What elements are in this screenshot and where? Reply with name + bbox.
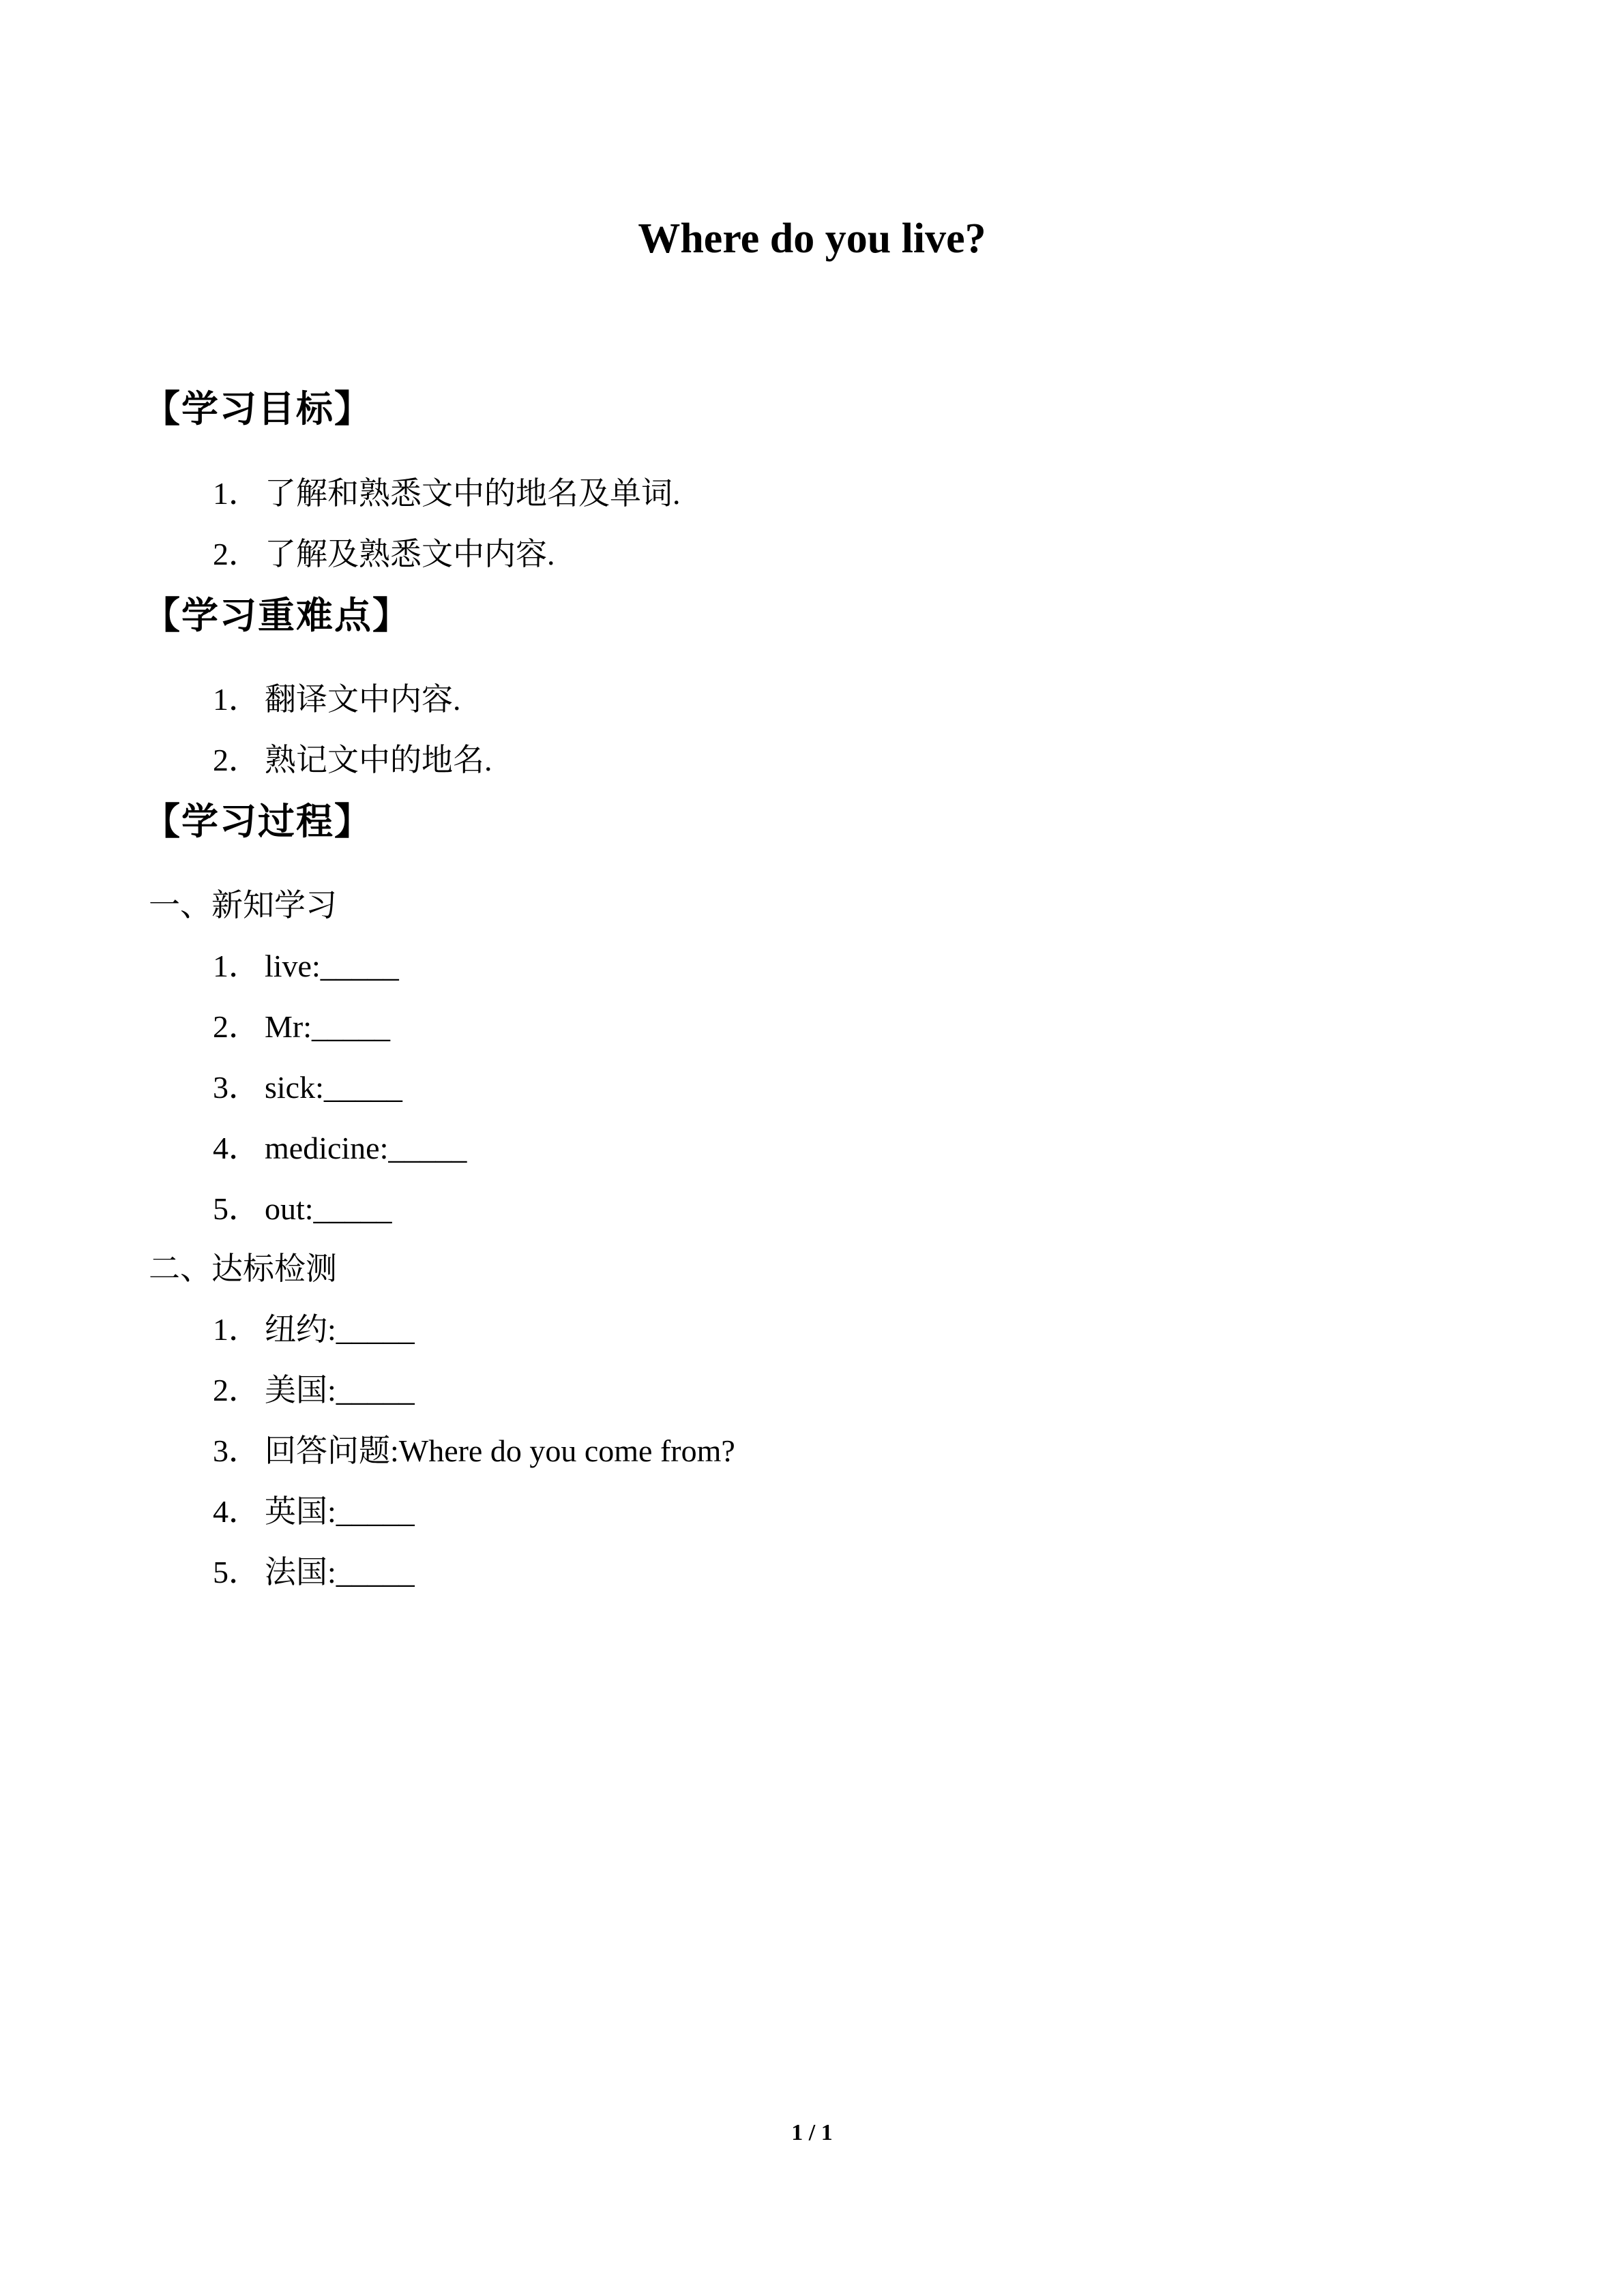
item-number: 1． bbox=[213, 1312, 260, 1347]
item-number: 3． bbox=[213, 1433, 260, 1468]
assessment-item bbox=[213, 1370, 415, 1411]
assessment-item bbox=[213, 1491, 415, 1532]
vocab-item bbox=[213, 1189, 392, 1229]
item-text: sick:_____ bbox=[265, 1070, 402, 1105]
objectives-heading: 【学习目标】 bbox=[143, 387, 372, 430]
document-title: Where do you live? bbox=[638, 215, 986, 262]
vocab-item bbox=[213, 1007, 390, 1047]
page-number: 1 / 1 bbox=[791, 2120, 833, 2145]
objective-item bbox=[213, 534, 555, 575]
item-number: 2． bbox=[213, 537, 260, 571]
item-number: 4． bbox=[213, 1494, 260, 1529]
item-text: medicine:_____ bbox=[265, 1131, 467, 1165]
item-number: 4． bbox=[213, 1131, 260, 1165]
item-text: 英国:_____ bbox=[265, 1494, 415, 1529]
item-text: 美国:_____ bbox=[265, 1373, 415, 1407]
section-label-new-knowledge: 一、新知学习 bbox=[149, 888, 337, 923]
key-point-item bbox=[213, 679, 461, 720]
item-text: 熟记文中的地名. bbox=[265, 743, 492, 777]
vocab-item bbox=[213, 1128, 467, 1169]
item-number: 2． bbox=[213, 743, 260, 777]
process-heading: 【学习过程】 bbox=[143, 800, 372, 843]
item-text: 纽约:_____ bbox=[265, 1312, 415, 1347]
section-label-assessment: 二、达标检测 bbox=[149, 1251, 337, 1286]
item-number: 5． bbox=[213, 1555, 260, 1590]
key-points-heading: 【学习重难点】 bbox=[143, 594, 411, 637]
key-point-item bbox=[213, 740, 492, 781]
item-number: 1． bbox=[213, 682, 260, 717]
vocab-item bbox=[213, 946, 399, 987]
item-text: 回答问题:Where do you come from? bbox=[265, 1433, 735, 1468]
objective-item bbox=[213, 473, 681, 514]
item-text: 翻译文中内容. bbox=[265, 682, 461, 717]
item-number: 5． bbox=[213, 1191, 260, 1226]
item-number: 2． bbox=[213, 1009, 260, 1044]
item-number: 2． bbox=[213, 1373, 260, 1407]
item-text: Mr:_____ bbox=[265, 1009, 390, 1044]
item-text: 了解和熟悉文中的地名及单词. bbox=[265, 476, 681, 511]
item-text: 了解及熟悉文中内容. bbox=[265, 537, 555, 571]
vocab-item bbox=[213, 1067, 402, 1108]
assessment-item bbox=[213, 1552, 415, 1593]
item-number: 1． bbox=[213, 476, 260, 511]
item-number: 1． bbox=[213, 949, 260, 983]
item-text: out:_____ bbox=[265, 1191, 392, 1226]
item-text: live:_____ bbox=[265, 949, 399, 983]
item-number: 3． bbox=[213, 1070, 260, 1105]
assessment-item bbox=[213, 1431, 735, 1472]
assessment-item bbox=[213, 1309, 415, 1350]
item-text: 法国:_____ bbox=[265, 1555, 415, 1590]
